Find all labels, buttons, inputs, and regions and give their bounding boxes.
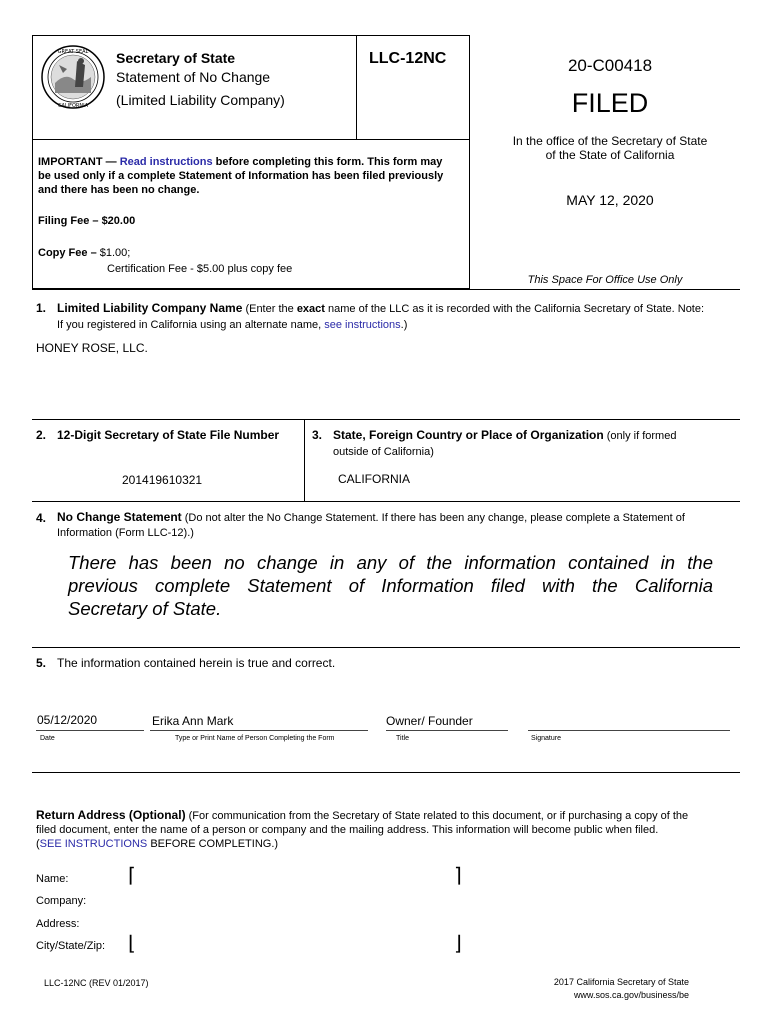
section1-instr-b: name of the LLC as it is recorded with the California Secretary of State. Note:	[328, 303, 705, 315]
section4-heading	[57, 510, 737, 541]
title-underline	[386, 730, 508, 731]
bracket-top-left: ⌈	[128, 865, 136, 887]
section4-title: No Change Statement	[57, 510, 182, 524]
signature-label: Signature	[531, 735, 561, 742]
section4-note-a: (Do not alter the No Change Statement. If there has been any change, please complete a Statement of	[184, 512, 685, 524]
section3-heading	[333, 427, 743, 460]
return-address-text-c-open: (	[36, 838, 40, 850]
section2-number: 2.	[36, 428, 47, 442]
section3-note-b: outside of California)	[333, 446, 434, 458]
name-underline	[150, 730, 368, 731]
no-change-line-2: previous complete Statement of Information filed with the California	[68, 575, 713, 596]
bracket-bottom-right: ⌋	[454, 933, 462, 955]
section2-3-divider	[304, 419, 305, 501]
section5-text: The information contained herein is true and correct.	[57, 656, 336, 670]
section5-number: 5.	[36, 656, 47, 670]
title-label: Title	[396, 735, 409, 742]
copy-fee-value: $1.00;	[99, 247, 131, 259]
rule-before-section5	[32, 647, 740, 648]
filed-stamp: FILED	[571, 88, 649, 118]
important-text-3: and there has been no change.	[38, 184, 200, 196]
footer-url[interactable]: www.sos.ca.gov/business/be	[573, 990, 689, 1000]
place-of-organization-value[interactable]: CALIFORNIA	[338, 472, 411, 486]
return-name-label: Name:	[36, 873, 69, 885]
copy-fee	[38, 247, 130, 259]
state-seal	[41, 43, 105, 111]
name-label: Type or Print Name of Person Completing the Form	[175, 735, 335, 742]
no-change-statement	[68, 551, 713, 620]
section1-instr-c: If you registered in California using an alternate name,	[57, 319, 322, 331]
header-divider	[32, 139, 469, 140]
section1-heading	[57, 300, 747, 333]
date-underline	[36, 730, 144, 731]
section3-number: 3.	[312, 428, 323, 442]
filed-date: MAY 12, 2020	[566, 192, 654, 208]
return-company-label: Company:	[36, 895, 87, 907]
section4-note-b: Information (Form LLC-12).)	[57, 527, 194, 539]
return-address-text-a: (For communication from the Secretary of State related to this document, or if purchasing a copy of the	[188, 810, 689, 822]
svg-text:CALIFORNIA: CALIFORNIA	[57, 103, 89, 109]
important-text-1: before completing this form. This form may	[215, 156, 443, 168]
rule-after-header	[32, 289, 740, 290]
llc-name-value[interactable]: HONEY ROSE, LLC.	[36, 341, 148, 355]
return-address-heading	[36, 808, 734, 851]
name-value[interactable]: Erika Ann Mark	[152, 714, 234, 728]
return-city-label: City/State/Zip:	[36, 940, 106, 952]
form-code: LLC-12NC	[369, 50, 447, 67]
office-line-1: In the office of the Secretary of State	[512, 134, 708, 148]
no-change-line-1: There has been no change in any of the information contained in the	[68, 552, 713, 573]
return-address-label: Address:	[36, 918, 80, 930]
entity-type: (Limited Liability Company)	[116, 92, 285, 108]
office-space-note: This Space For Office Use Only	[527, 274, 683, 286]
return-address-text-c-close: BEFORE COMPLETING.)	[150, 838, 279, 850]
section4-number: 4.	[36, 511, 47, 525]
rule-before-section4	[32, 501, 740, 502]
important-prefix: IMPORTANT —	[38, 156, 117, 168]
section3-title: State, Foreign Country or Place of Organization	[333, 428, 604, 442]
filing-fee: Filing Fee – $20.00	[38, 215, 136, 227]
return-address-see-instructions-link[interactable]: SEE INSTRUCTIONS	[39, 838, 148, 850]
important-text-2: be used only if a complete Statement of Information has been filed previously	[38, 170, 444, 182]
office-line-2: of the State of California	[545, 148, 675, 162]
section1-number: 1.	[36, 301, 47, 315]
section2-title: 12-Digit Secretary of State File Number	[57, 428, 280, 442]
office-file-number: 20-C00418	[567, 56, 653, 75]
date-value[interactable]: 05/12/2020	[37, 713, 98, 727]
section1-instr-exact: exact	[296, 303, 325, 315]
bracket-top-right: ⌉	[454, 865, 462, 887]
section1-instr-d: .)	[400, 319, 408, 331]
return-address-title: Return Address (Optional)	[36, 808, 186, 822]
section1-see-instructions-link[interactable]: see instructions	[324, 319, 401, 331]
return-address-text-b: filed document, enter the name of a person or company and the mailing address. This information will become public when filed.	[36, 824, 659, 836]
svg-text:GREAT SEAL: GREAT SEAL	[57, 49, 89, 55]
title-value[interactable]: Owner/ Founder	[386, 714, 473, 728]
certification-fee: Certification Fee - $5.00 plus copy fee	[107, 263, 293, 275]
form-revision: LLC-12NC (REV 01/2017)	[44, 978, 149, 988]
important-notice	[38, 155, 466, 197]
section1-instr-a: (Enter the	[245, 303, 294, 315]
read-instructions-link[interactable]: Read instructions	[119, 156, 213, 168]
return-address-field[interactable]	[128, 865, 464, 954]
no-change-line-3: Secretary of State.	[68, 598, 222, 619]
agency-name: Secretary of State	[116, 50, 236, 66]
section3-note-a: (only if formed	[606, 430, 677, 442]
form-title: Statement of No Change	[116, 69, 271, 85]
copy-fee-label: Copy Fee –	[38, 247, 97, 259]
file-number-value[interactable]: 201419610321	[122, 473, 203, 487]
footer-copyright: 2017 California Secretary of State	[553, 977, 689, 987]
rule-before-return-address	[32, 772, 740, 773]
rule-before-section2	[32, 419, 740, 420]
section1-title: Limited Liability Company Name	[57, 301, 243, 315]
bracket-bottom-left: ⌊	[128, 933, 136, 955]
date-label: Date	[40, 735, 55, 742]
signature-underline[interactable]	[528, 730, 730, 731]
